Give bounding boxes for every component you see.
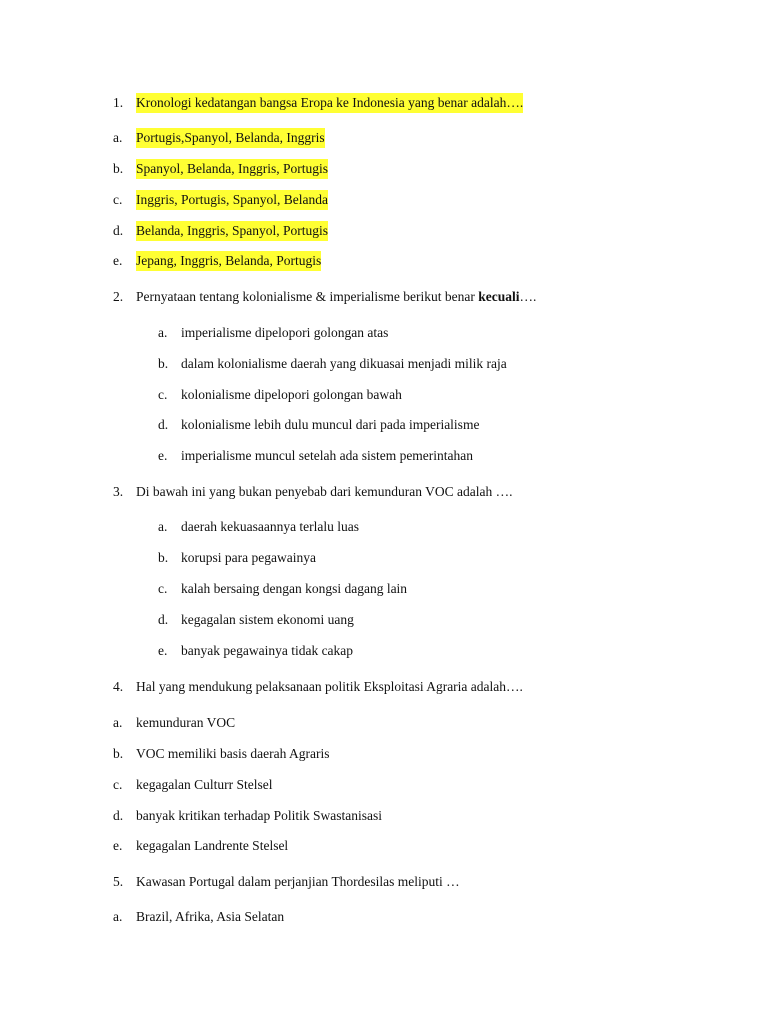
- question-text-after: ….: [519, 289, 537, 304]
- option-letter: b.: [113, 746, 124, 761]
- option-text: imperialisme dipelopori golongan atas: [181, 325, 389, 340]
- question-number: 2.: [113, 289, 124, 304]
- option-letter: a.: [158, 519, 168, 534]
- option-letter: e.: [158, 448, 168, 463]
- option-letter: c.: [158, 581, 168, 596]
- option-text: Spanyol, Belanda, Inggris, Portugis: [136, 159, 328, 179]
- option-text: daerah kekuasaannya terlalu luas: [181, 519, 360, 534]
- option-letter: d.: [113, 808, 124, 823]
- option-text: dalam kolonialisme daerah yang dikuasai menjadi milik raja: [181, 356, 507, 371]
- option-text: imperialisme muncul setelah ada sistem pemerintahan: [181, 448, 474, 463]
- option-text: kolonialisme lebih dulu muncul dari pada imperialisme: [181, 417, 480, 432]
- option-text: kolonialisme dipelopori golongan bawah: [181, 387, 402, 402]
- option-letter: d.: [158, 417, 169, 432]
- option-text: kalah bersaing dengan kongsi dagang lain: [181, 581, 408, 596]
- option-letter: c.: [113, 777, 123, 792]
- question-text: [136, 287, 536, 307]
- option-letter: a.: [113, 715, 123, 730]
- option-text: Brazil, Afrika, Asia Selatan: [136, 909, 285, 924]
- question-text: Kronologi kedatangan bangsa Eropa ke Indonesia yang benar adalah….: [136, 93, 523, 113]
- option-letter: b.: [158, 356, 169, 371]
- option-letter: b.: [158, 550, 169, 565]
- question-text: Di bawah ini yang bukan penyebab dari kemunduran VOC adalah ….: [136, 484, 513, 499]
- option-letter: a.: [158, 325, 168, 340]
- option-text: Belanda, Inggris, Spanyol, Portugis: [136, 221, 328, 241]
- option-text: banyak kritikan terhadap Politik Swastanisasi: [136, 808, 382, 823]
- option-letter: a.: [113, 130, 123, 145]
- question-number: 3.: [113, 484, 124, 499]
- question-number: 1.: [113, 95, 124, 110]
- option-text: kegagalan Landrente Stelsel: [136, 838, 289, 853]
- option-text: kegagalan Culturr Stelsel: [136, 777, 273, 792]
- question-number: 4.: [113, 679, 124, 694]
- option-letter: c.: [158, 387, 168, 402]
- option-letter: b.: [113, 161, 124, 176]
- option-text: Inggris, Portugis, Spanyol, Belanda: [136, 190, 328, 210]
- option-letter: a.: [113, 909, 123, 924]
- option-text: korupsi para pegawainya: [181, 550, 316, 565]
- option-text: banyak pegawainya tidak cakap: [181, 643, 354, 658]
- option-letter: e.: [113, 253, 123, 268]
- option-text: VOC memiliki basis daerah Agraris: [136, 746, 330, 761]
- option-text: kegagalan sistem ekonomi uang: [181, 612, 354, 627]
- question-number: 5.: [113, 874, 124, 889]
- option-letter: e.: [158, 643, 168, 658]
- option-letter: c.: [113, 192, 123, 207]
- option-letter: e.: [113, 838, 123, 853]
- question-text: Hal yang mendukung pelaksanaan politik Eksploitasi Agraria adalah….: [136, 679, 523, 694]
- option-text: Portugis,Spanyol, Belanda, Inggris: [136, 128, 325, 148]
- question-text-before: Pernyataan tentang kolonialisme & imperialisme berikut benar: [136, 289, 479, 304]
- option-letter: d.: [113, 223, 124, 238]
- option-text: Jepang, Inggris, Belanda, Portugis: [136, 251, 321, 271]
- question-text: Kawasan Portugal dalam perjanjian Thordesilas meliputi …: [136, 874, 460, 889]
- option-letter: d.: [158, 612, 169, 627]
- option-text: kemunduran VOC: [136, 715, 236, 730]
- question-emphasis: kecuali: [478, 289, 520, 304]
